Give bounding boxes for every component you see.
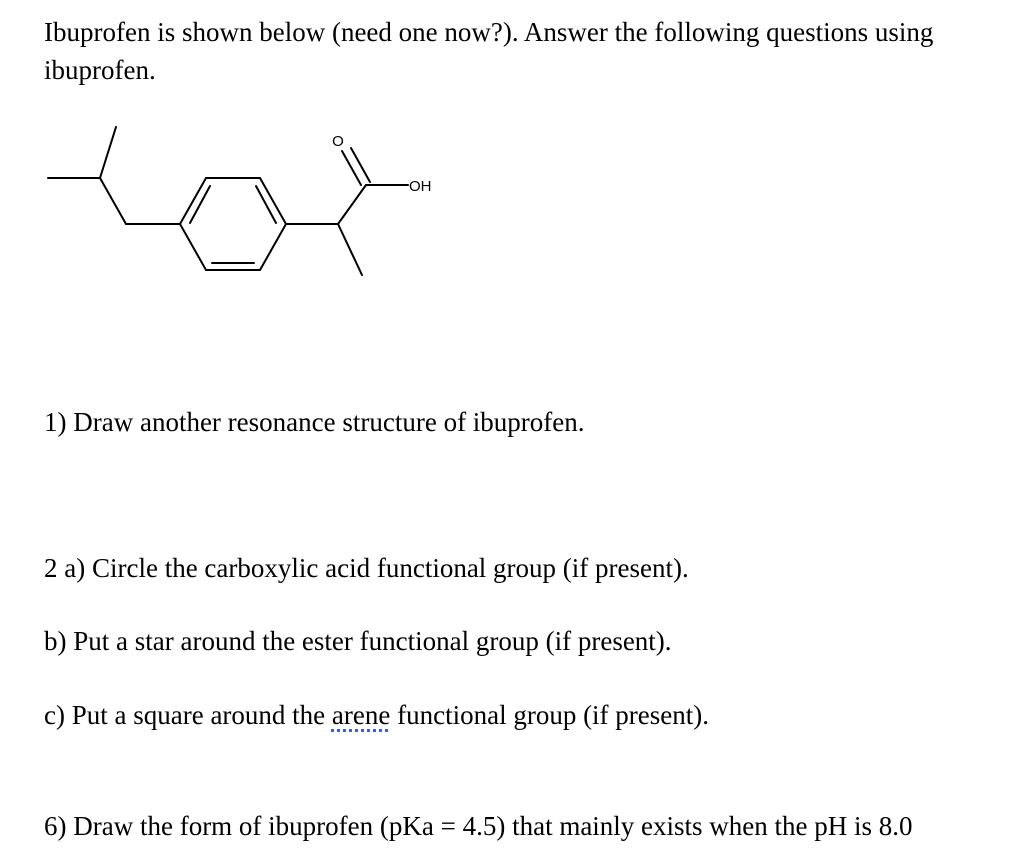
question-2c-prefix: c) Put a square around the — [44, 700, 332, 730]
bond-alpha-carbonyl — [338, 185, 366, 224]
bond-methyl-2 — [100, 127, 116, 178]
carbonyl-bond-b — [351, 148, 370, 182]
intro-line-2: ibuprofen. — [44, 55, 156, 85]
question-2c — [44, 696, 709, 734]
question-6: 6) Draw the form of ibuprofen (pKa = 4.5) that mainly exists when the pH is 8.0 — [44, 811, 913, 841]
intro-paragraph — [44, 13, 1014, 89]
ring-double-bond-1 — [190, 186, 210, 223]
carbonyl-bond-a — [342, 151, 361, 185]
question-1: 1) Draw another resonance structure of ibuprofen. — [44, 407, 585, 437]
ibuprofen-structure — [0, 110, 480, 290]
intro-line-1: Ibuprofen is shown below (need one now?). Answer the following questions using — [44, 17, 934, 47]
question-2b: b) Put a star around the ester functional group (if present). — [44, 626, 672, 656]
benzene-ring — [180, 178, 286, 270]
oxygen-label: O — [332, 133, 344, 150]
bond-alpha-methyl — [338, 224, 362, 275]
question-2a: 2 a) Circle the carboxylic acid functional group (if present). — [44, 553, 689, 583]
hydroxyl-label: OH — [409, 178, 432, 195]
question-2c-suffix: functional group (if present). — [390, 700, 710, 730]
arene-word-spellcheck[interactable]: arene — [331, 700, 391, 730]
ring-double-bond-2 — [256, 186, 276, 223]
bond-ch-ch2 — [100, 178, 126, 224]
